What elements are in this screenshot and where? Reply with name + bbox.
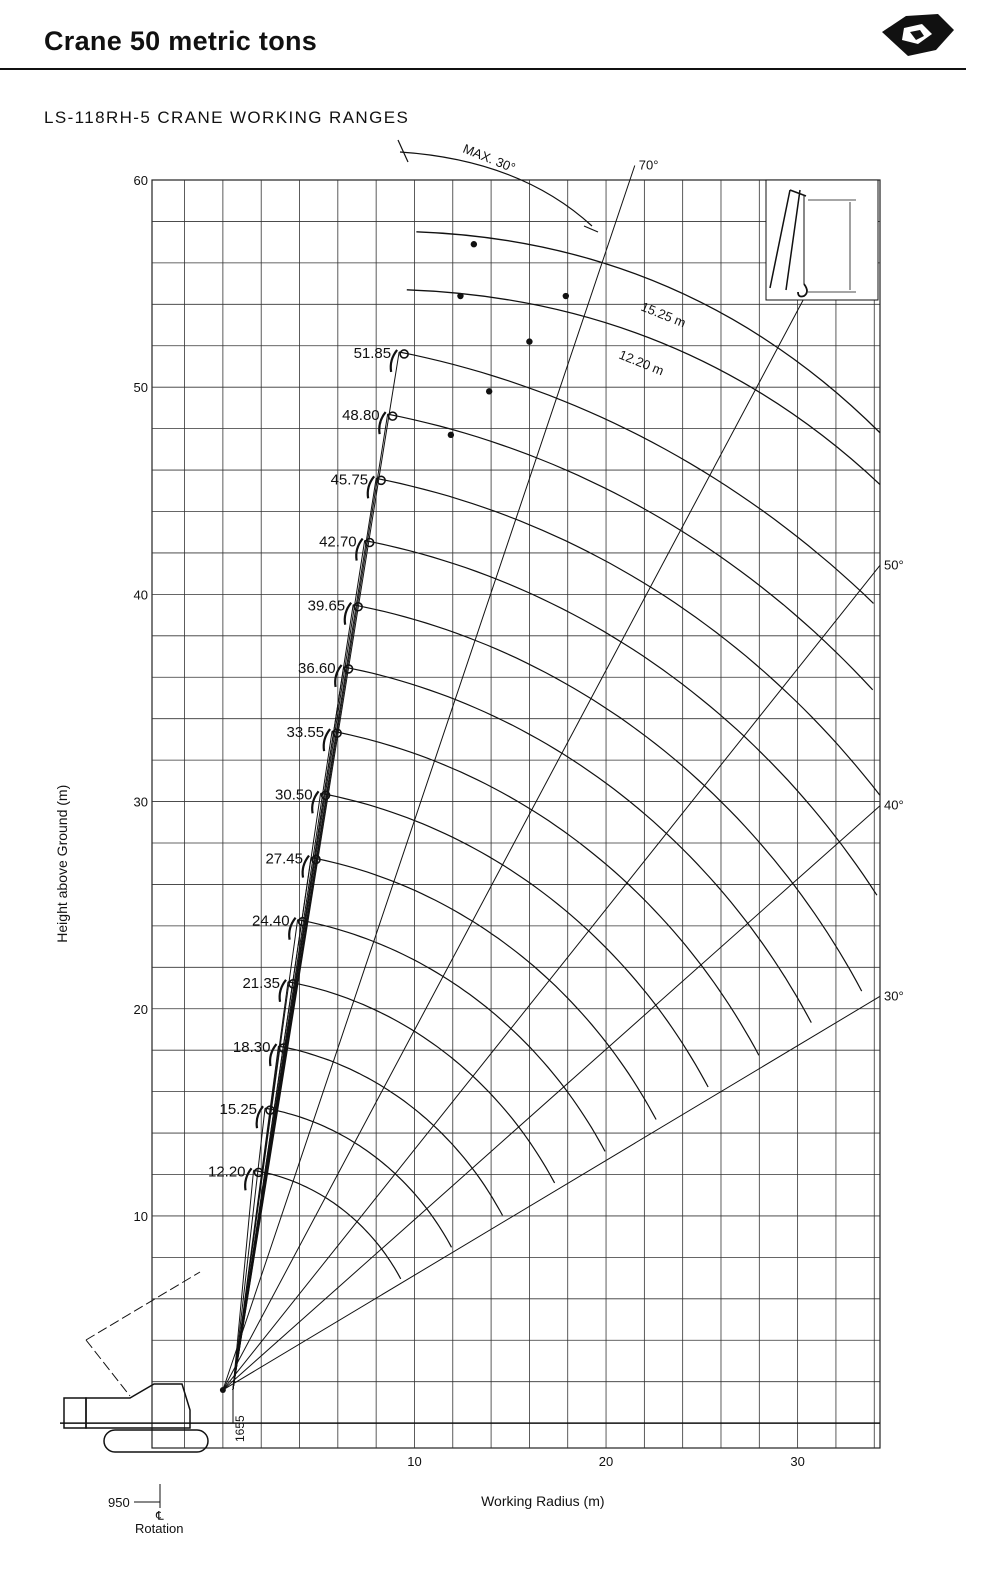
- boom-foot-pin: [220, 1387, 226, 1393]
- boom-length-label: 48.80: [342, 407, 380, 425]
- boom-length-label: 42.70: [319, 533, 357, 551]
- boom-length-label: 24.40: [252, 912, 290, 930]
- hook-block: [245, 1168, 251, 1190]
- range-curve: [321, 793, 708, 1087]
- jib-pivot-point: [526, 338, 532, 344]
- page-title: Crane 50 metric tons: [44, 26, 318, 56]
- range-curve: [311, 858, 656, 1120]
- angle-label: 50°: [884, 557, 904, 573]
- y-tick-label: 30: [133, 794, 148, 810]
- boom-line: [233, 1108, 265, 1390]
- hook-block: [312, 791, 318, 813]
- curves: [254, 352, 880, 1279]
- hook-block: [289, 918, 295, 940]
- range-curve: [388, 414, 873, 690]
- gantry-line: [86, 1272, 200, 1340]
- tail-radius-label: 950: [108, 1495, 130, 1510]
- boom-length-label: 51.85: [353, 344, 392, 362]
- hook-block: [303, 856, 309, 878]
- range-curve: [344, 667, 812, 1023]
- range-curve: [254, 1170, 401, 1279]
- offset-tick: [398, 140, 408, 162]
- range-curve: [376, 478, 880, 795]
- angle-label: 70°: [638, 157, 659, 173]
- angle-label: 30°: [884, 988, 904, 1004]
- x-tick-label: 20: [598, 1454, 614, 1469]
- boom-length-label: 33.55: [286, 724, 325, 742]
- crane-base-drawing: [64, 1272, 233, 1508]
- boom-length-label: 45.75: [330, 471, 369, 489]
- grid: [60, 180, 880, 1448]
- hook-block: [257, 1106, 263, 1128]
- boom-length-label: 12.20: [207, 1163, 246, 1181]
- range-curve: [298, 920, 605, 1152]
- angle-line: [223, 996, 880, 1390]
- pivot-height-label: 1655: [233, 1415, 247, 1442]
- upper-body: [86, 1384, 190, 1428]
- range-curve: [399, 352, 873, 603]
- x-axis-title: Working Radius (m): [481, 1493, 605, 1509]
- y-tick-label: 40: [133, 587, 148, 603]
- jib-pivot-point: [457, 293, 463, 299]
- y-tick-label: 20: [133, 1001, 148, 1017]
- boom-length-label: 21.35: [242, 974, 281, 992]
- boom-length-label: 39.65: [307, 597, 346, 615]
- angle-lines: [223, 165, 880, 1389]
- jib-length-label: 12.20 m: [616, 346, 667, 379]
- y-tick-label: 60: [133, 173, 148, 188]
- hook-block: [270, 1044, 276, 1066]
- range-curve: [288, 982, 555, 1183]
- centerline-symbol: ℄: [156, 1509, 164, 1523]
- boom-line: [233, 352, 399, 1390]
- booms: [233, 350, 408, 1390]
- boom-length-label: 36.60: [298, 659, 336, 677]
- jib-pivot-point: [486, 388, 492, 394]
- chart-title: LS-118RH-5 CRANE WORKING RANGES: [44, 108, 410, 127]
- offset-label: MAX. 30°: [460, 140, 518, 176]
- range-curve: [265, 1108, 452, 1247]
- y-tick-label: 10: [133, 1208, 148, 1224]
- x-tick-label: 30: [790, 1454, 805, 1469]
- inset-frame: [766, 180, 878, 300]
- y-axis-title: Height above Ground (m): [54, 784, 70, 943]
- gantry-line: [86, 1340, 130, 1396]
- jib-pivot-point: [563, 293, 569, 299]
- boom-length-label: 30.50: [275, 786, 313, 804]
- boom-length-label: 27.45: [265, 850, 304, 868]
- angle-line: [223, 565, 880, 1390]
- jib-detail-inset: [766, 180, 878, 300]
- y-tick-label: 50: [133, 380, 148, 396]
- hook-block: [280, 980, 286, 1002]
- jib-pivot-point: [448, 432, 454, 438]
- crawler-track: [104, 1430, 208, 1452]
- x-tick-label: 10: [407, 1454, 422, 1469]
- jib-pivot-point: [471, 241, 477, 247]
- offset-tick: [584, 226, 598, 232]
- jib-length-label: 15.25 m: [638, 298, 689, 331]
- angle-label: 40°: [884, 797, 904, 813]
- boom-length-label: 15.25: [219, 1101, 258, 1119]
- range-curve: [332, 731, 759, 1055]
- rotation-label: Rotation: [135, 1521, 184, 1536]
- range-curve: [353, 605, 862, 991]
- boom-length-label: 18.30: [232, 1039, 271, 1057]
